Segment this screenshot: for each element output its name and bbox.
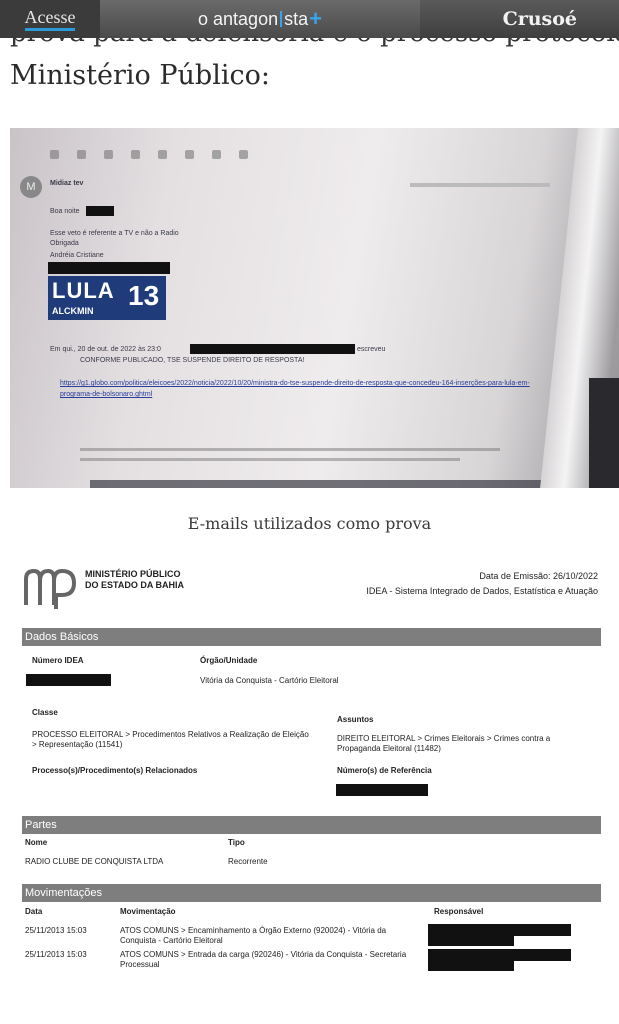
label-classe: Classe (32, 708, 58, 717)
value-party-type: Recorrente (228, 857, 268, 866)
emission-date: Data de Emissão: 26/10/2022 (479, 571, 598, 581)
campaign-number: 13 (128, 280, 160, 311)
sender-avatar-icon: M (20, 176, 42, 198)
value-classe: PROCESSO ELEITORAL > Procedimentos Relativos a Realização de Eleição > Representação (11541) (32, 730, 309, 749)
acesse-link[interactable] (0, 0, 100, 38)
email-photo (10, 128, 619, 488)
mp-logo-icon (22, 565, 78, 609)
movement-text: ATOS COMUNS > Entrada da carga (920246) - Vitória da Conquista - Secretaria Processual (120, 950, 407, 969)
value-assuntos: DIREITO ELEITORAL > Crimes Eleitorais > Crimes contra a Propaganda Eleitoral (11482) (337, 734, 551, 753)
o-antagonista-logo-link[interactable] (100, 0, 420, 38)
value-orgao: Vitória da Conquista - Cartório Eleitoral (200, 676, 339, 685)
antagonista-label-b: sta (284, 8, 309, 29)
email-quote-subject: CONFORME PUBLICADO, TSE SUSPENDE DIREITO DE RESPOSTA! (80, 357, 305, 364)
movement-date: 25/11/2013 15:03 (25, 950, 87, 959)
email-toolbar-icons (50, 150, 248, 159)
label-tipo: Tipo (228, 838, 245, 847)
crusoe-label: Crusoé (502, 8, 577, 30)
email-link-line2[interactable]: programa-de-bolsonaro.ghtml (60, 391, 153, 398)
top-navigation-bar (0, 0, 619, 38)
crusoe-logo-link[interactable] (420, 0, 619, 38)
movement-text: ATOS COMUNS > Encaminhamento a Órgão Externo (920024) - Vitória da Conquista - Cartório Eleitoral (120, 926, 387, 945)
label-orgao: Órgão/Unidade (200, 656, 258, 665)
redaction-box (190, 344, 355, 354)
section-movimentacoes: Movimentações (22, 884, 601, 902)
redaction-box (26, 674, 111, 686)
email-quote-header: Em qui., 20 de out. de 2022 às 23:0 (50, 346, 161, 353)
redaction-box (428, 924, 571, 936)
photo-shadow (589, 378, 619, 488)
redaction-box (428, 936, 514, 946)
antagonista-label-a: o antagon (198, 8, 279, 29)
emission-info (366, 569, 598, 599)
org-line2: DO ESTADO DA BAHIA (85, 580, 184, 590)
org-name (85, 569, 184, 591)
campaign-banner (48, 276, 166, 320)
logo-bar-mark (280, 11, 282, 27)
label-data: Data (25, 907, 43, 916)
email-sender: Midiaz tev (50, 180, 84, 187)
email-quote-header-end: escreveu (357, 346, 386, 353)
email-greeting: Boa noite (50, 208, 80, 215)
campaign-name: LULA (52, 278, 115, 303)
org-line1: MINISTÉRIO PÚBLICO (85, 569, 181, 579)
label-responsavel: Responsável (434, 907, 484, 916)
campaign-vice: ALCKMIN (52, 306, 94, 316)
redaction-box (336, 784, 428, 796)
redaction-box (48, 262, 170, 274)
plus-icon: + (309, 6, 322, 31)
section-dados-basicos: Dados Básicos (22, 628, 601, 646)
system-name: IDEA - Sistema Integrado de Dados, Estatística e Atuação (366, 586, 598, 596)
article-text: Ministério Público: (10, 60, 270, 91)
label-referencia: Número(s) de Referência (337, 766, 432, 775)
label-processos: Processo(s)/Procedimento(s) Relacionados (32, 766, 198, 775)
email-signature: Andréia Cristiane (50, 252, 104, 259)
email-meta-bar (410, 183, 550, 187)
label-numero-idea: Número IDEA (32, 656, 84, 665)
value-party-name: RADIO CLUBE DE CONQUISTA LTDA (25, 857, 164, 866)
redaction-box (428, 949, 571, 961)
label-movimentacao: Movimentação (120, 907, 176, 916)
redaction-box (428, 961, 514, 971)
acesse-label: Acesse (25, 7, 76, 31)
email-link-line1[interactable]: https://g1.globo.com/politica/eleicoes/2022/noticia/2022/10/20/ministra-do-tse-suspende-direito-de-resposta-que-concedeu-164-inserções-para-lula-em- (60, 380, 530, 387)
label-assuntos: Assuntos (337, 715, 374, 724)
movement-date: 25/11/2013 15:03 (25, 926, 87, 935)
email-body-line2: Obrigada (50, 240, 79, 247)
photo-caption: E-mails utilizados como prova (187, 514, 432, 533)
section-partes: Partes (22, 816, 601, 834)
redaction-box (86, 206, 114, 216)
mp-document (0, 555, 619, 1024)
label-nome: Nome (25, 838, 48, 847)
email-body-line1: Esse veto é referente a TV e não a Radio (50, 230, 179, 237)
